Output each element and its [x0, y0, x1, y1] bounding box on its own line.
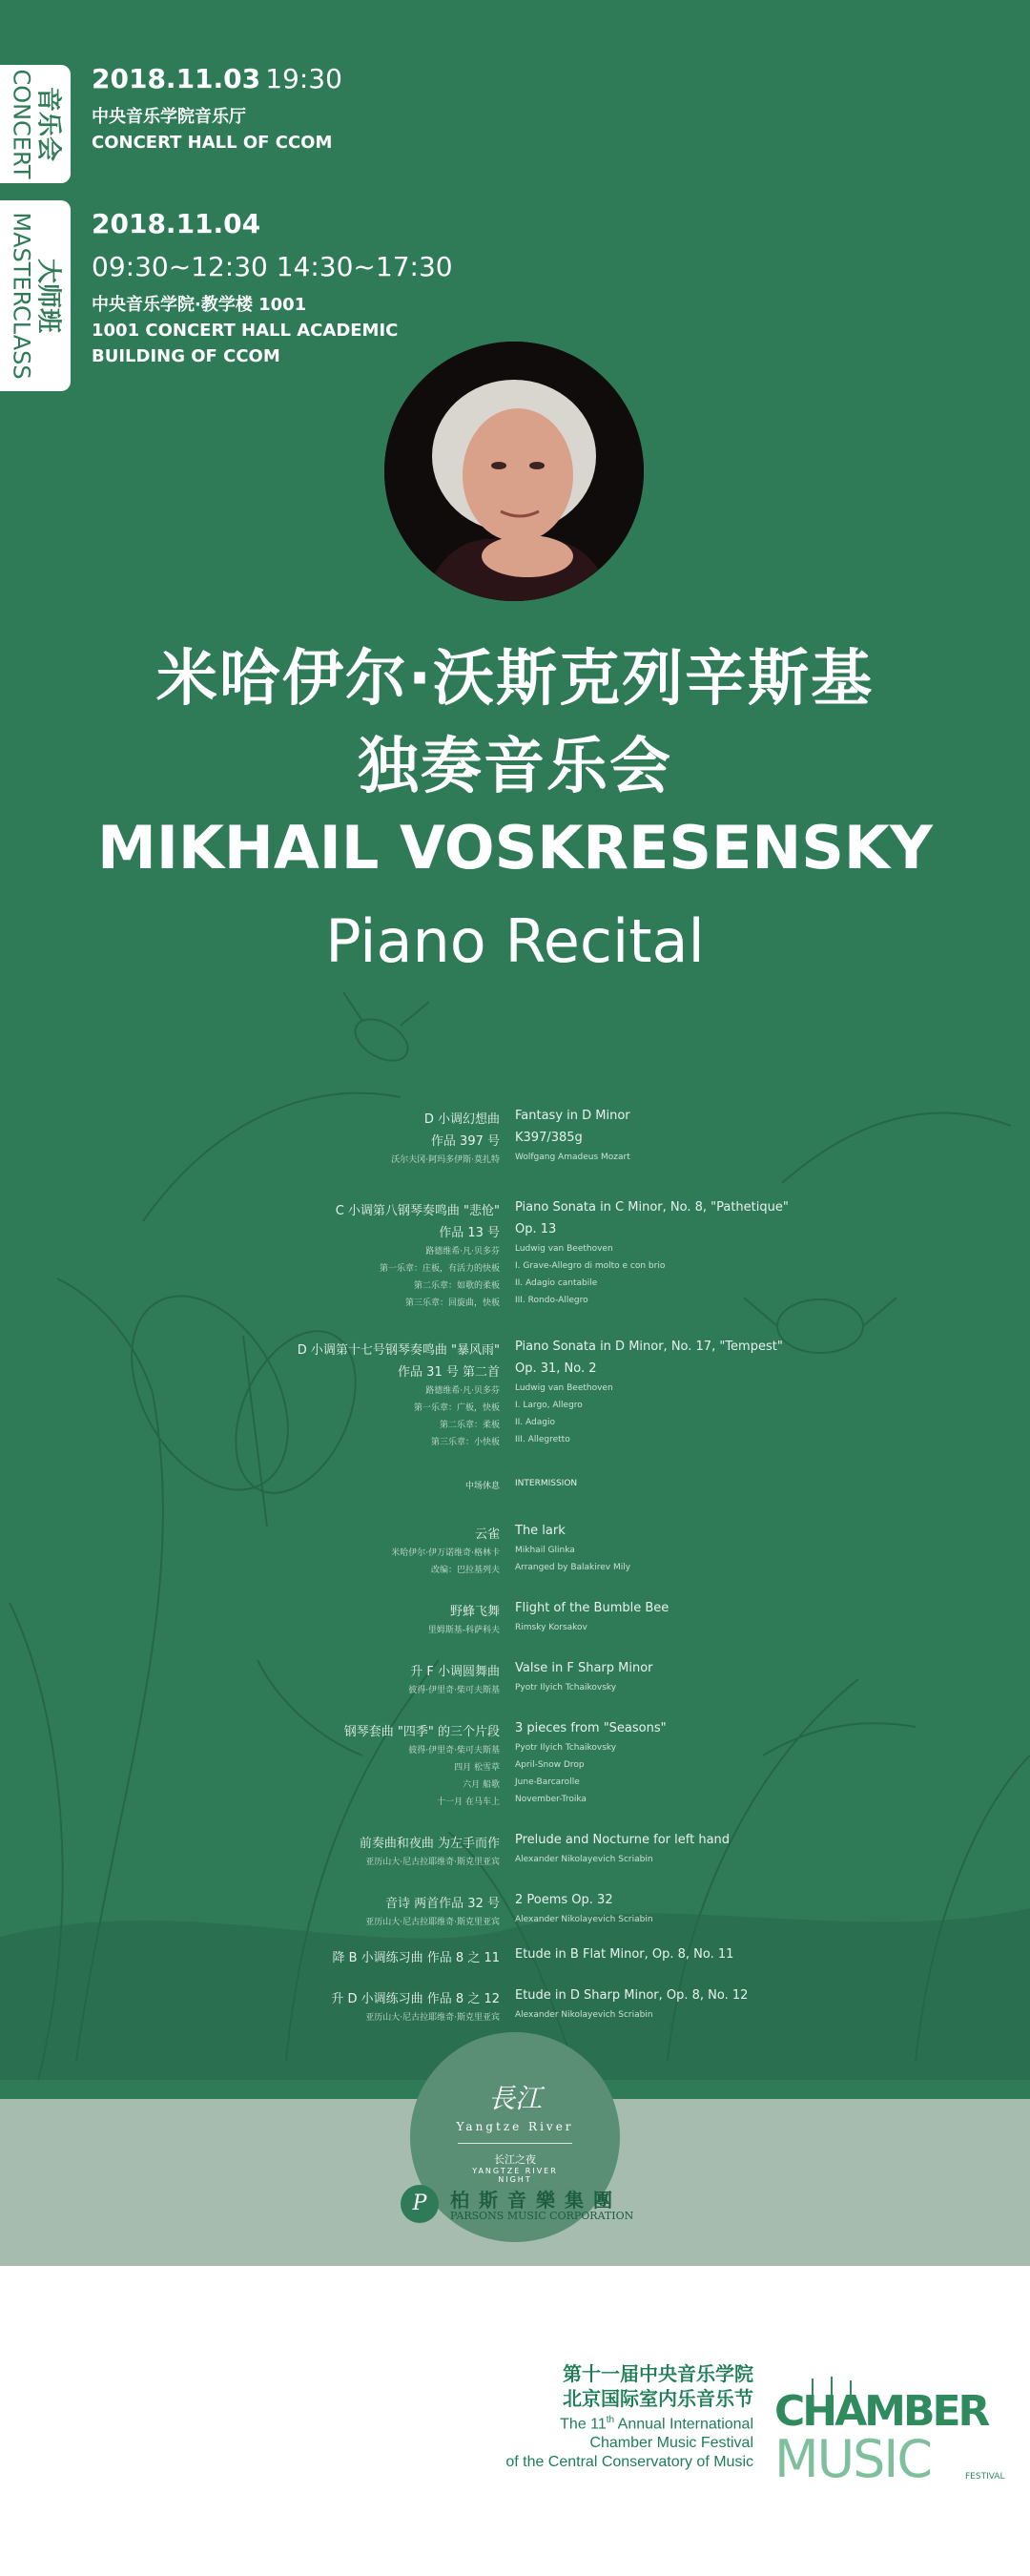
program-title-en: Fantasy in D Minor	[515, 1109, 630, 1123]
program-title-en: Piano Sonata in D Minor, No. 17, "Tempest"	[515, 1340, 783, 1354]
program-detail-row	[0, 1401, 1030, 1418]
concert-time: 19:30	[265, 63, 342, 94]
program-detail-en: June-Barcarolle	[515, 1777, 580, 1787]
program-detail-row	[0, 1278, 1030, 1296]
program-detail-row	[0, 1546, 1030, 1563]
program-detail-cn: 亚历山大·尼古拉耶维奇·斯克里亚宾	[365, 1918, 500, 1927]
program-detail-cn: 作品 397 号	[430, 1134, 500, 1149]
program-detail-row	[0, 1383, 1030, 1401]
parsons-cn: 柏斯音樂集團	[450, 2189, 622, 2212]
program-item	[0, 1601, 1030, 1640]
program-detail-en: Pyotr Ilyich Tchaikovsky	[515, 1743, 617, 1753]
program-title-en: Prelude and Nocturne for left hand	[515, 1833, 731, 1847]
program-title-row	[0, 1661, 1030, 1683]
program-detail-en: Alexander Nikolayevich Scriabin	[515, 1915, 653, 1924]
masterclass-venue-en-2: BUILDING OF CCOM	[92, 346, 280, 366]
program-detail-cn: 沃尔夫冈·阿玛多伊斯·莫扎特	[391, 1155, 500, 1165]
program-detail-en: Arranged by Balakirev Mily	[515, 1563, 631, 1572]
title-cn-line2: 独奏音乐会	[358, 732, 672, 802]
program-title-en: 2 Poems Op. 32	[515, 1893, 613, 1907]
yangtze-en: Yangtze River	[456, 2120, 574, 2133]
program-title-row	[0, 1988, 1030, 2010]
program-title-en: Piano Sonata in C Minor, No. 8, "Pathetique"	[515, 1200, 789, 1215]
program-detail-cn: 彼得·伊里奇·柴可夫斯基	[408, 1746, 500, 1755]
program-detail-cn: 第三乐章：回旋曲，快板	[404, 1298, 500, 1308]
title-cn-line1: 米哈伊尔·沃斯克列辛斯基	[155, 644, 875, 715]
program-opus-row	[0, 1361, 1030, 1383]
program-detail-row	[0, 1153, 1030, 1170]
masterclass-date: 2018.11.04	[92, 208, 261, 239]
program-opus-row	[0, 1131, 1030, 1153]
program-item	[0, 1661, 1030, 1700]
program-item	[0, 1893, 1030, 1932]
concert-info	[92, 63, 342, 156]
program-detail-row	[0, 1855, 1030, 1872]
program-detail-en: Rimsky Korsakov	[515, 1623, 587, 1632]
concert-date: 2018.11.03	[92, 63, 261, 94]
program-detail-cn: 第一乐章：广板，快板	[413, 1403, 500, 1413]
program-title-row	[0, 1833, 1030, 1855]
program-title-row	[0, 1601, 1030, 1623]
program-detail-en: Ludwig van Beethoven	[515, 1244, 613, 1254]
festival-en-3: of the Central Conservatory of Music	[505, 2454, 753, 2471]
yangtze-brush-text: 長江	[487, 2083, 542, 2114]
program-title-row	[0, 1893, 1030, 1915]
masterclass-tab	[0, 200, 71, 391]
program-title-cn: 钢琴套曲 "四季" 的三个片段	[343, 1725, 500, 1739]
program-detail-en: Op. 13	[515, 1222, 557, 1236]
program-detail-row	[0, 1435, 1030, 1452]
program-list	[0, 1109, 1030, 2027]
parsons-en: PARSONS MUSIC CORPORATION	[450, 2210, 634, 2222]
program-title-en: 3 pieces from "Seasons"	[515, 1721, 667, 1735]
program-detail-en: Alexander Nikolayevich Scriabin	[515, 1855, 653, 1864]
program-item	[0, 1340, 1030, 1452]
concert-venue-en: CONCERT HALL OF CCOM	[92, 133, 333, 153]
program-detail-row	[0, 1760, 1030, 1777]
program-detail-cn: 亚历山大·尼古拉耶维奇·斯克里亚宾	[365, 1858, 500, 1867]
program-detail-cn: 六月 船歌	[463, 1780, 500, 1790]
program-title-row	[0, 1524, 1030, 1546]
program-title-row	[0, 1200, 1030, 1222]
concert-venue-cn: 中央音乐学院音乐厅	[92, 107, 246, 127]
program-detail-cn: 路德维希·凡·贝多芬	[425, 1247, 500, 1257]
program-item	[0, 1109, 1030, 1170]
logo-music: MUSIC	[774, 2429, 932, 2489]
program-title-en: Valse in F Sharp Minor	[515, 1661, 653, 1675]
logo-chamber: CHAMBER	[774, 2387, 988, 2436]
masterclass-info	[92, 208, 453, 369]
concert-tab-cn: 音乐会	[33, 86, 63, 161]
program-detail-en: I. Grave-Allegro di molto e con brio	[515, 1261, 666, 1271]
festival-cn-1: 第十一届中央音乐学院	[563, 2362, 753, 2385]
program-detail-row	[0, 1777, 1030, 1795]
title-en-line2: Piano Recital	[325, 906, 705, 976]
program-detail-cn: 第二乐章：如歌的柔板	[413, 1281, 500, 1291]
masterclass-venue-cn: 中央音乐学院·教学楼 1001	[92, 295, 307, 315]
program-detail-cn: 路德维希·凡·贝多芬	[425, 1386, 500, 1396]
program-title-cn: 云雀	[474, 1527, 500, 1542]
program-title-cn: 野蜂飞舞	[449, 1605, 500, 1619]
program-title-row	[0, 1340, 1030, 1361]
program-title-en: The lark	[515, 1524, 566, 1538]
program-detail-cn: 亚历山大·尼古拉耶维奇·斯克里亚宾	[365, 2013, 500, 2023]
program-detail-en: III. Rondo-Allegro	[515, 1296, 588, 1305]
program-detail-cn: 米哈伊尔·伊万诺维奇·格林卡	[391, 1548, 500, 1558]
program-title-row	[0, 1109, 1030, 1131]
program-title-en: INTERMISSION	[515, 1479, 578, 1488]
festival-cn-2: 北京国际室内乐音乐节	[563, 2387, 753, 2410]
program-item	[0, 1524, 1030, 1580]
program-title-en: Etude in B Flat Minor, Op. 8, No. 11	[515, 1947, 734, 1962]
program-detail-en: Mikhail Glinka	[515, 1546, 575, 1555]
program-detail-cn: 里姆斯基-科萨科夫	[427, 1626, 500, 1635]
program-item	[0, 1721, 1030, 1812]
yangtze-en-sub-2: NIGHT	[498, 2175, 532, 2184]
program-detail-row	[0, 1743, 1030, 1760]
program-detail-en: III. Allegretto	[515, 1435, 570, 1444]
program-title-cn: 升 D 小调练习曲 作品 8 之 12	[331, 1992, 500, 2006]
logo-festival: FESTIVAL	[965, 2472, 1005, 2482]
program-detail-cn: 十一月 在马车上	[437, 1797, 500, 1807]
program-title-cn: 升 F 小调圆舞曲	[410, 1665, 500, 1679]
program-title-row	[0, 1947, 1030, 1969]
program-detail-row	[0, 1915, 1030, 1932]
program-item	[0, 1200, 1030, 1313]
program-detail-en: K397/385g	[515, 1131, 583, 1145]
pianist-portrait	[384, 342, 644, 601]
program-title-cn: 前奏曲和夜曲 为左手而作	[359, 1837, 500, 1851]
yangtze-cn: 长江之夜	[494, 2153, 536, 2166]
program-detail-row	[0, 1244, 1030, 1261]
program-detail-row	[0, 1418, 1030, 1435]
program-title-en: Etude in D Sharp Minor, Op. 8, No. 12	[515, 1988, 749, 2003]
program-item	[0, 1833, 1030, 1872]
program-detail-cn: 第三乐章：小快板	[430, 1438, 500, 1447]
program-detail-en: Op. 31, No. 2	[515, 1361, 597, 1376]
masterclass-tab-cn: 大师班	[33, 258, 63, 334]
program-detail-row	[0, 1795, 1030, 1812]
program-title-cn: C 小调第八钢琴奏鸣曲 "悲怆"	[335, 1204, 500, 1218]
program-item	[0, 1988, 1030, 2027]
program-detail-en: Wolfgang Amadeus Mozart	[515, 1153, 630, 1162]
yangtze-en-sub-1: YANGTZE RIVER	[472, 2167, 558, 2175]
program-item	[0, 1479, 1030, 1501]
program-title-cn: 中场休息	[464, 1482, 500, 1491]
program-detail-cn: 彼得·伊里奇·柴可夫斯基	[408, 1686, 500, 1695]
program-detail-cn: 第二乐章：柔板	[439, 1421, 500, 1430]
masterclass-time: 09:30~12:30 14:30~17:30	[92, 251, 453, 282]
masterclass-tab-en: MASTERCLASS	[8, 212, 35, 380]
program-title-cn: D 小调第十七号钢琴奏鸣曲 "暴风雨"	[297, 1343, 500, 1358]
program-detail-cn: 改编：巴拉基列夫	[430, 1566, 500, 1575]
festival-en-2: Chamber Music Festival	[589, 2435, 753, 2452]
program-detail-cn: 作品 13 号	[439, 1226, 500, 1240]
program-detail-row	[0, 1261, 1030, 1278]
program-title-en: Flight of the Bumble Bee	[515, 1601, 670, 1615]
program-title-cn: D 小调幻想曲	[423, 1112, 500, 1127]
program-detail-en: II. Adagio	[515, 1418, 555, 1427]
concert-tab-en: CONCERT	[8, 69, 35, 179]
masterclass-venue-en-1: 1001 CONCERT HALL ACADEMIC	[92, 321, 399, 341]
program-detail-en: Ludwig van Beethoven	[515, 1383, 613, 1393]
program-detail-en: Pyotr Ilyich Tchaikovsky	[515, 1683, 617, 1693]
program-opus-row	[0, 1222, 1030, 1244]
program-detail-en: November-Troika	[515, 1795, 587, 1804]
program-detail-row	[0, 1683, 1030, 1700]
chamber-music-festival-logo	[774, 2387, 1005, 2489]
parsons-mark-icon: P	[401, 2185, 439, 2223]
program-detail-row	[0, 1563, 1030, 1580]
program-title-row	[0, 1721, 1030, 1743]
music-staff-icon	[803, 2377, 879, 2396]
festival-en-1: The 11th Annual International	[560, 2415, 753, 2433]
festival-credit	[505, 2361, 753, 2472]
program-title-cn: 音诗 两首作品 32 号	[385, 1897, 500, 1911]
program-detail-cn: 四月 松雪草	[454, 1763, 500, 1773]
program-detail-en: I. Largo, Allegro	[515, 1401, 583, 1410]
program-detail-row	[0, 1623, 1030, 1640]
program-title-cn: 降 B 小调练习曲 作品 8 之 11	[332, 1951, 500, 1965]
program-detail-row	[0, 1296, 1030, 1313]
program-detail-en: II. Adagio cantabile	[515, 1278, 598, 1288]
program-detail-en: Alexander Nikolayevich Scriabin	[515, 2010, 653, 2020]
program-item	[0, 1947, 1030, 1969]
program-detail-cn: 第一乐章：庄板，有活力的快板	[379, 1264, 500, 1274]
program-detail-en: April-Snow Drop	[515, 1760, 585, 1770]
intermission-row	[0, 1479, 1030, 1501]
title-en-line1: MIKHAIL VOSKRESENSKY	[97, 813, 933, 883]
concert-tab	[0, 65, 71, 183]
program-detail-cn: 作品 31 号 第二首	[398, 1365, 500, 1380]
program-detail-row	[0, 2010, 1030, 2027]
